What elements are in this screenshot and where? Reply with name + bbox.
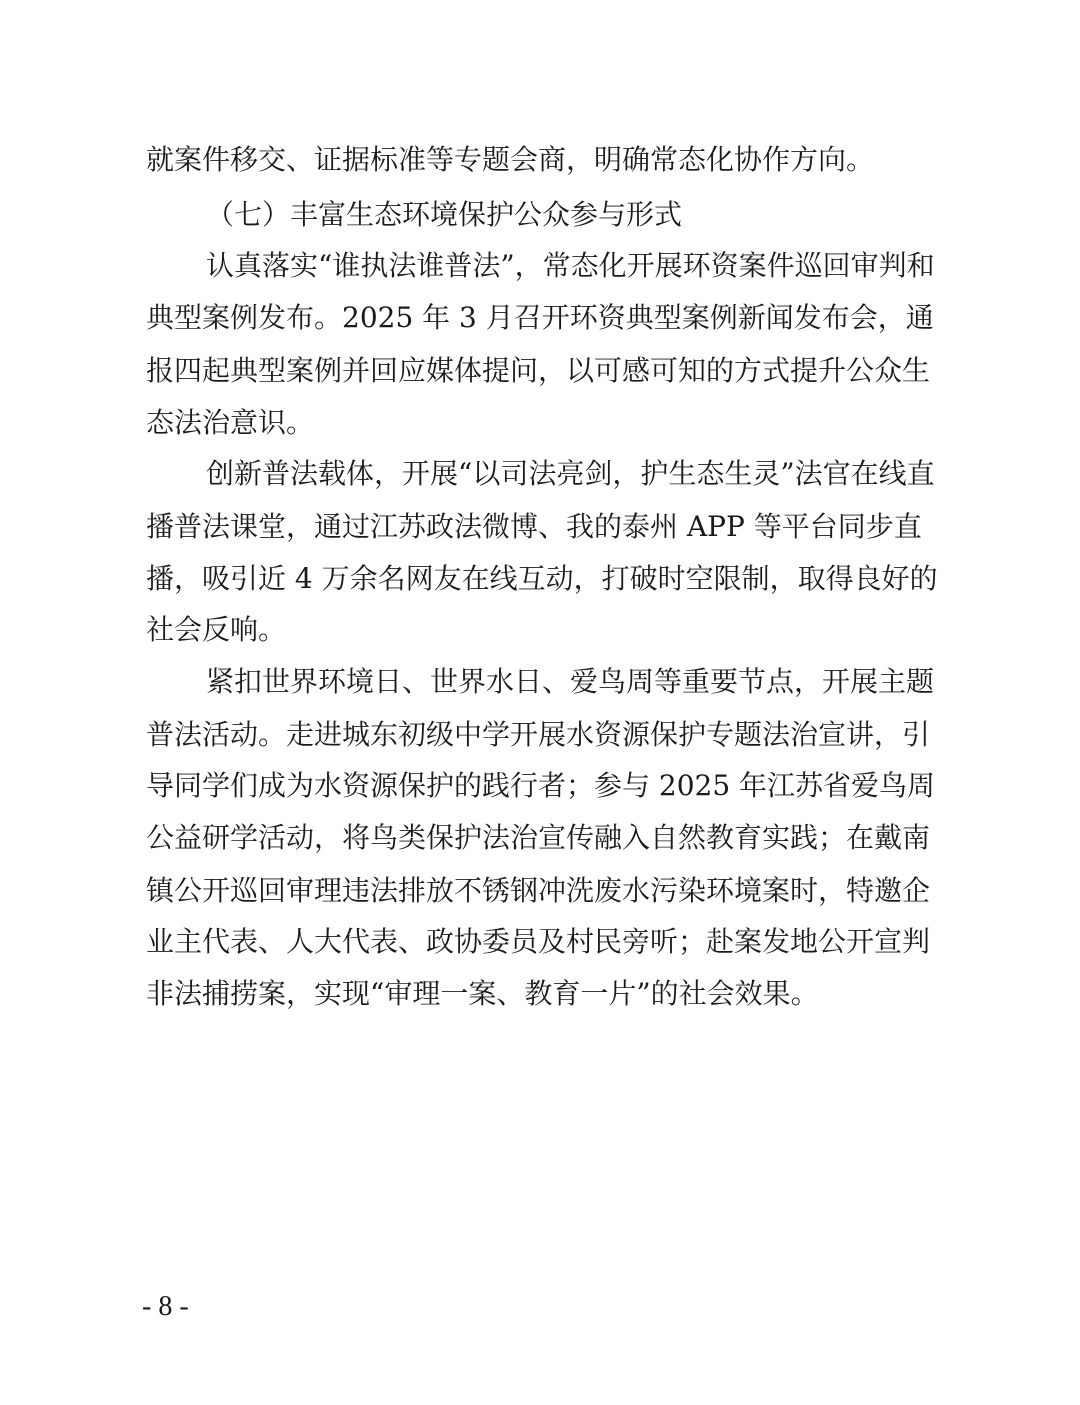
paragraph-line: 播，吸引近 4 万余名网友在线互动，打破时空限制，取得良好的 [146,562,938,595]
paragraph-line: 创新普法载体，开展“以司法亮剑，护生态生灵”法官在线直 [206,457,935,490]
paragraph-line: 镇公开巡回审理违法排放不锈钢冲洗废水污染环境案时，特邀企 [146,874,931,907]
paragraph-line: 典型案例发布。2025 年 3 月召开环资典型案例新闻发布会，通 [146,301,934,334]
page-number: - 8 - [142,1291,189,1322]
paragraph-line: 公益研学活动，将鸟类保护法治宣传融入自然教育实践；在戴南 [146,821,931,854]
paragraph-line: 社会反响。 [146,613,287,646]
paragraph-line: 态法治意识。 [146,406,315,439]
paragraph-line: 报四起典型案例并回应媒体提问，以可感可知的方式提升公众生 [146,354,931,387]
paragraph-line: 普法活动。走进城东初级中学开展水资源保护专题法治宣讲，引 [146,718,931,751]
paragraph-line: 认真落实“谁执法谁普法”，常态化开展环资案件巡回审判和 [206,249,935,282]
paragraph-line: 业主代表、人大代表、政协委员及村民旁听；赴案发地公开宣判 [146,925,931,958]
section-heading: （七）丰富生态环境保护公众参与形式 [206,198,683,231]
paragraph-line: 导同学们成为水资源保护的践行者；参与 2025 年江苏省爱鸟周 [146,769,936,802]
paragraph-line: 播普法课堂，通过江苏政法微博、我的泰州 APP 等平台同步直 [146,510,922,543]
paragraph-line: 非法捕捞案，实现“审理一案、教育一片”的社会效果。 [146,977,819,1010]
paragraph-line: 就案件移交、证据标准等专题会商，明确常态化协作方向。 [146,143,875,176]
paragraph-line: 紧扣世界环境日、世界水日、爱鸟周等重要节点，开展主题 [206,665,935,698]
